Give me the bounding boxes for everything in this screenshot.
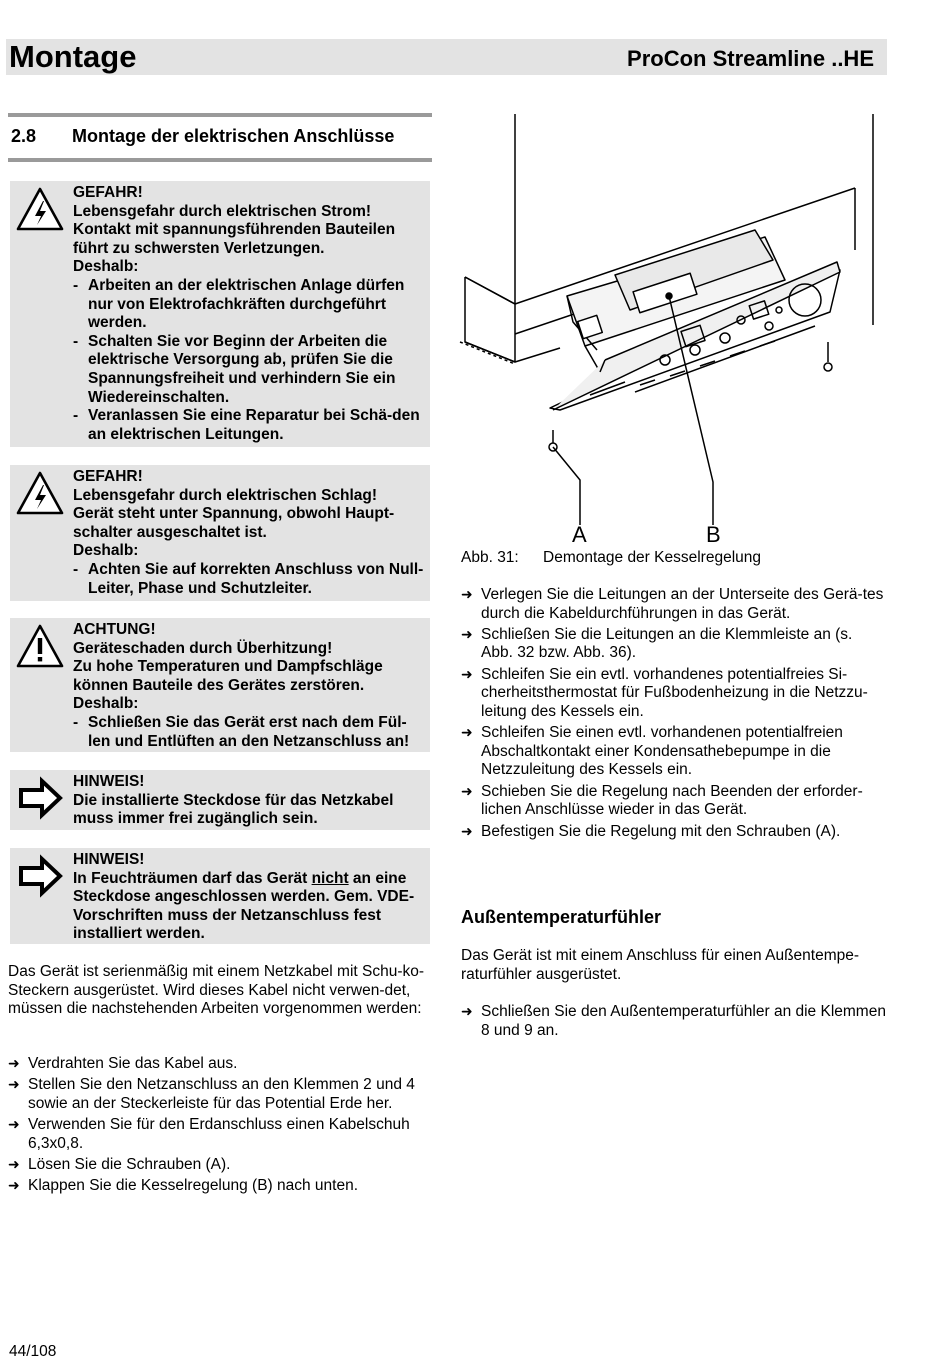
- step-item: ➜ Verdrahten Sie das Kabel aus.: [8, 1055, 436, 1074]
- section-rule-bottom: [8, 158, 432, 162]
- hint-box-damp-rooms: [10, 848, 430, 944]
- box-line: Deshalb:: [73, 258, 139, 276]
- box-text-underlined: nicht: [311, 869, 349, 887]
- leader-a: [553, 447, 580, 525]
- exclamation-warning-icon: [16, 624, 64, 668]
- box-line: führt zu schwersten Verletzungen.: [73, 239, 325, 257]
- step-item: ➜ Stellen Sie den Netzanschluss an den Klemmen 2 und 4 sowie an der Steckerleiste für das Potential Erde her.: [8, 1076, 436, 1113]
- section-rule-top: [8, 113, 432, 117]
- figure-caption-text: Demontage der Kesselregelung: [543, 549, 761, 566]
- box-line: können Bauteile des Gerätes zerstören.: [73, 676, 365, 694]
- box-line: Deshalb:: [73, 695, 139, 713]
- intro-paragraph: Das Gerät ist serienmäßig mit einem Netzkabel mit Schu-ko-Steckern ausgerüstet. Wird dieses Kabel nicht verwen-det, müssen die nachstehenden Arbeiten vorgenommen werden:: [8, 963, 425, 1018]
- electric-shock-warning-icon: [16, 471, 64, 515]
- step-item: ➜ Lösen Sie die Schrauben (A).: [8, 1156, 436, 1175]
- list-item: - Achten Sie auf korrekten Anschluss von Null-Leiter, Phase und Schutzleiter.: [73, 561, 424, 598]
- page-title: Montage: [9, 39, 137, 74]
- box-line: Gerät steht unter Spannung, obwohl Haupt-: [73, 505, 395, 523]
- left-step-list: [8, 1055, 436, 1199]
- box-text-post: an eine Steckdose angeschlossen werden. Gem. VDE-Vorschriften muss der Netzanschluss fest installiert werden.: [73, 869, 415, 943]
- step-item: ➜ Schleifen Sie ein evtl. vorhandenes potentialfreies Si-cherheitsthermostat für Fußbodenheizung in die Netzzu-leitung des Kessels ein.: [461, 666, 886, 722]
- step-item: ➜ Verwenden Sie für den Erdanschluss einen Kabelschuh 6,3x0,8.: [8, 1116, 436, 1153]
- box-line: muss immer frei zugänglich sein.: [73, 810, 318, 828]
- caution-box-overheating: [10, 618, 430, 752]
- sensor-paragraph: Das Gerät ist mit einem Anschluss für einen Außentempe-raturfühler ausgerüstet.: [461, 947, 860, 983]
- list-item: - Schalten Sie vor Beginn der Arbeiten die elektrische Versorgung ab, prüfen Sie die Spannungsfreiheit und verhindern Sie ein Wiedereinschalten.: [73, 333, 424, 407]
- hint-arrow-icon: [16, 854, 64, 898]
- hint-arrow-icon: [16, 776, 64, 820]
- right-step-list: [461, 586, 886, 844]
- step-item: ➜ Schleifen Sie einen evtl. vorhandenen potentialfreien Abschaltkontakt einer Kondensathebepumpe in die Netzzuleitung des Kessels ein.: [461, 724, 886, 780]
- boiler-control-illustration: [455, 110, 895, 548]
- box-label: GEFAHR!: [73, 184, 143, 201]
- figure-caption: [461, 549, 761, 568]
- page-number: 44/108: [9, 1343, 57, 1360]
- section-number: 2.8: [11, 126, 37, 146]
- subsection-heading: Außentemperaturfühler: [461, 907, 662, 927]
- step-item: ➜ Klappen Sie die Kesselregelung (B) nach unten.: [8, 1177, 436, 1196]
- box-label: ACHTUNG!: [73, 621, 156, 638]
- list-item: - Schließen Sie das Gerät erst nach dem Fül-len und Entlüften an den Netzanschluss an!: [73, 714, 424, 751]
- box-list: [73, 277, 424, 444]
- step-item: ➜ Verlegen Sie die Leitungen an der Unterseite des Gerä-tes durch die Kabeldurchführungen in das Gerät.: [461, 586, 886, 623]
- figure-caption-number: Abb. 31:: [461, 549, 519, 566]
- box-text-pre: In Feuchträumen darf das Gerät: [73, 869, 312, 887]
- box-paragraph: [73, 870, 425, 944]
- hint-box-socket: [10, 770, 430, 830]
- box-list: [73, 561, 424, 598]
- box-line: Die installierte Steckdose für das Netzkabel: [73, 791, 394, 809]
- box-line: Lebensgefahr durch elektrischen Schlag!: [73, 486, 378, 504]
- box-label: HINWEIS!: [73, 773, 145, 790]
- section-title: Montage der elektrischen Anschlüsse: [72, 126, 395, 146]
- box-line: Lebensgefahr durch elektrischen Strom!: [73, 202, 372, 220]
- box-label: GEFAHR!: [73, 468, 143, 485]
- figure-label-a: A: [572, 522, 587, 547]
- box-line: Deshalb:: [73, 542, 139, 560]
- box-line: schalter ausgeschaltet ist.: [73, 523, 267, 541]
- boiler-housing: [465, 114, 515, 304]
- step-item: ➜ Schließen Sie die Leitungen an die Klemmleiste an (s. Abb. 32 bzw. Abb. 36).: [461, 626, 886, 663]
- box-list: [73, 714, 424, 751]
- list-item: - Veranlassen Sie eine Reparatur bei Schä-den an elektrischen Leitungen.: [73, 407, 424, 444]
- danger-box-electric-shock: [10, 465, 430, 601]
- box-line: Zu hohe Temperaturen und Dampfschläge: [73, 658, 383, 676]
- box-label: HINWEIS!: [73, 851, 145, 868]
- step-item: ➜ Schieben Sie die Regelung nach Beenden der erforder-lichen Anschlüsse wieder in das Gerät.: [461, 783, 886, 820]
- electric-shock-warning-icon: [16, 187, 64, 231]
- step-item: ➜ Befestigen Sie die Regelung mit den Schrauben (A).: [461, 823, 886, 842]
- step-item: ➜ Schließen Sie den Außentemperaturfühler an die Klemmen 8 und 9 an.: [461, 1003, 886, 1040]
- danger-box-electric-current: [10, 181, 430, 447]
- box-line: Kontakt mit spannungsführenden Bauteilen: [73, 221, 396, 239]
- sensor-step-list: [461, 1003, 886, 1043]
- box-line: Geräteschaden durch Überhitzung!: [73, 639, 333, 657]
- list-item: - Arbeiten an der elektrischen Anlage dürfen nur von Elektrofachkräften durchgeführt werden.: [73, 277, 424, 333]
- figure-label-b: B: [706, 522, 721, 547]
- product-name: ProCon Streamline ..HE: [627, 46, 874, 71]
